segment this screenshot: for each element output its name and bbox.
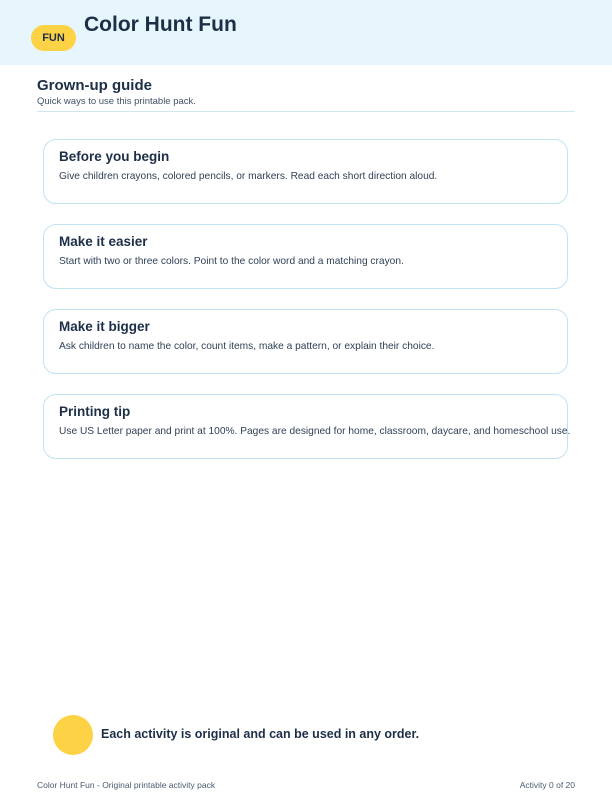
card-printing-tip xyxy=(43,394,571,459)
section-title: Grown-up guide xyxy=(37,77,152,94)
card-text: Use US Letter paper and print at 100%. Pages are designed for home, classroom, daycare, and homeschool use. xyxy=(59,426,571,437)
card-text: Give children crayons, colored pencils, or markers. Read each short direction aloud. xyxy=(59,171,438,182)
page-title: Color Hunt Fun xyxy=(84,13,237,36)
card-make-it-bigger xyxy=(43,309,568,374)
closing-note: Each activity is original and can be used in any order. xyxy=(101,727,420,741)
yellow-dot-icon xyxy=(53,715,93,755)
footer-pack-name: Color Hunt Fun - Original printable activity pack xyxy=(37,780,216,790)
card-title: Make it bigger xyxy=(59,319,150,334)
page-header xyxy=(0,0,612,65)
section-subtitle: Quick ways to use this printable pack. xyxy=(37,96,196,107)
card-title: Make it easier xyxy=(59,234,148,249)
card-text: Ask children to name the color, count items, make a pattern, or explain their choice. xyxy=(59,341,435,352)
card-title: Before you begin xyxy=(59,149,170,164)
card-title: Printing tip xyxy=(59,404,131,419)
card-before-you-begin xyxy=(43,139,568,204)
card-text: Start with two or three colors. Point to the color word and a matching crayon. xyxy=(59,256,404,267)
card-make-it-easier xyxy=(43,224,568,289)
fun-badge: FUN xyxy=(31,25,76,51)
footer-page-count: Activity 0 of 20 xyxy=(519,780,575,790)
section-divider xyxy=(37,111,575,112)
